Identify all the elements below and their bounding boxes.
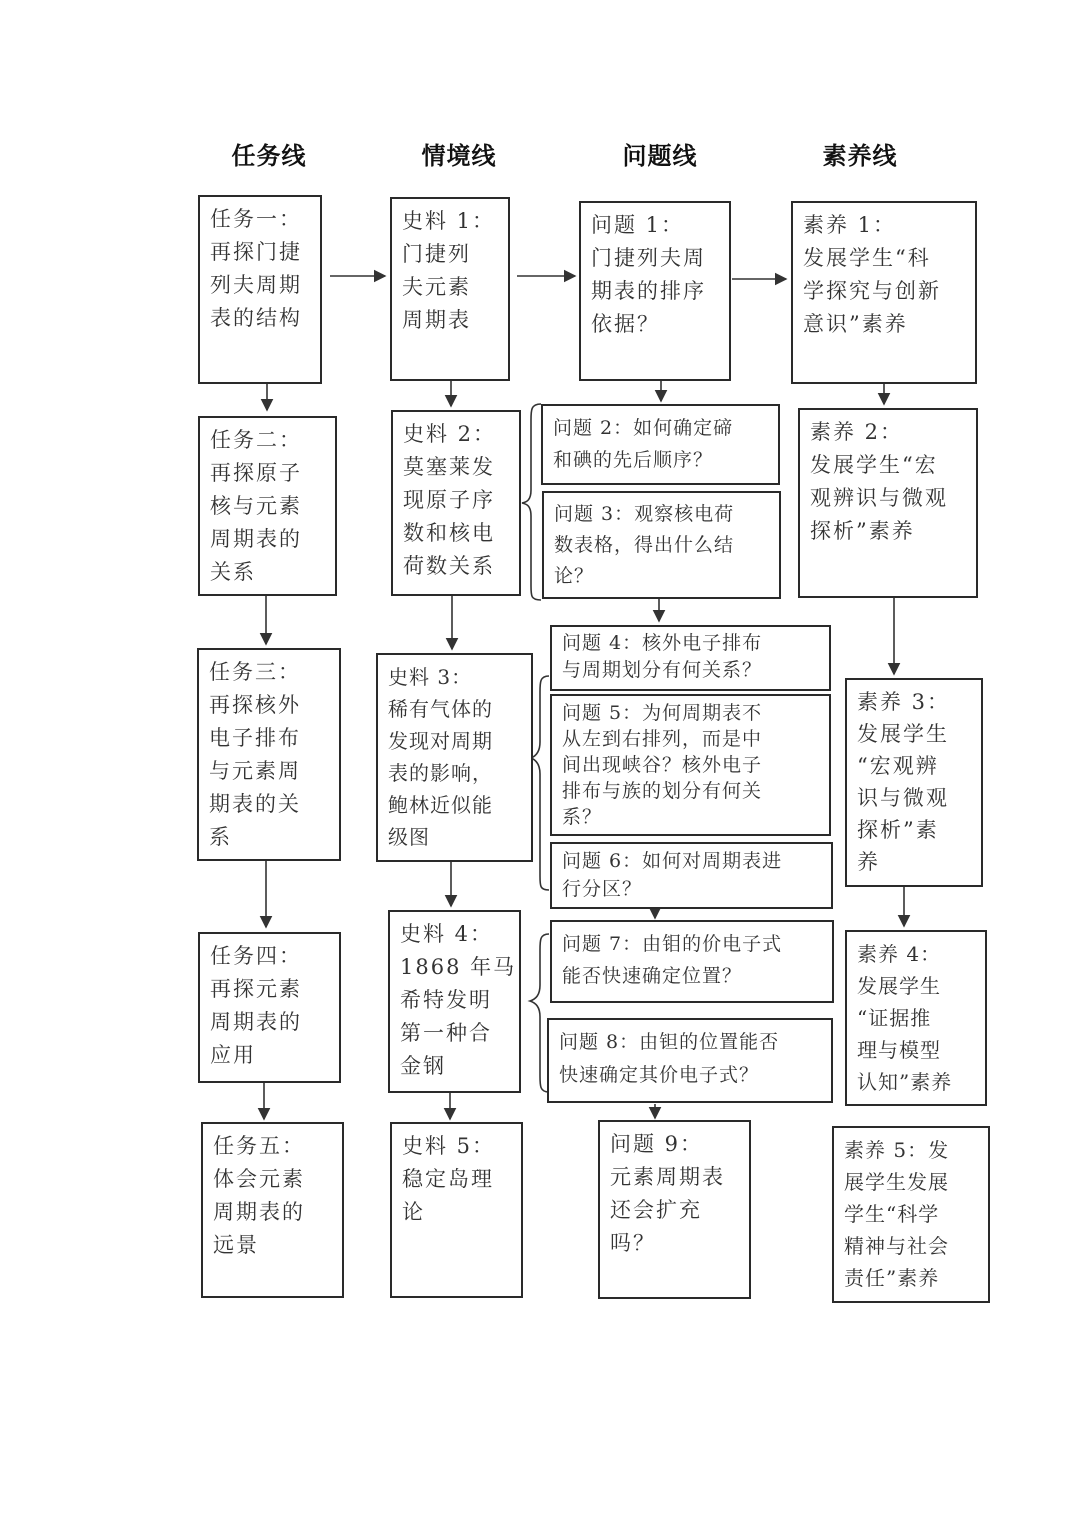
task-line: 任务四： bbox=[210, 944, 302, 968]
context-line: 史料 3： bbox=[388, 665, 473, 689]
task-line: 任务一： bbox=[210, 207, 302, 231]
literacy-line: 理与模型 bbox=[857, 1038, 941, 1062]
question-line: 依据？ bbox=[591, 312, 660, 336]
literacy-line: 养 bbox=[857, 850, 880, 874]
literacy-line: 发展学生 bbox=[857, 974, 941, 998]
literacy-line: 发展学生 bbox=[857, 722, 949, 746]
task-line: 再探元素 bbox=[210, 977, 302, 1001]
question-line: 问题 7：由钼的价电子式 bbox=[562, 933, 783, 955]
task-line: 远景 bbox=[213, 1233, 259, 1257]
literacy-box-2 bbox=[798, 408, 978, 598]
task-line: 周期表的 bbox=[210, 1010, 302, 1034]
context-line: 史料 2： bbox=[403, 422, 497, 446]
question-line: 问题 9： bbox=[610, 1132, 704, 1156]
question-line: 数表格，得出什么结 bbox=[554, 534, 735, 556]
literacy-line: 发展学生“宏 bbox=[810, 453, 938, 477]
bracket-questions-2-3 bbox=[522, 404, 541, 600]
context-box-4 bbox=[388, 910, 521, 1093]
question-line: 问题 6：如何对周期表进 bbox=[562, 850, 783, 872]
task-line: 电子排布 bbox=[209, 726, 301, 750]
context-line: 发现对周期 bbox=[388, 729, 493, 753]
question-line: 行分区？ bbox=[562, 878, 643, 900]
question-box-5 bbox=[550, 694, 831, 836]
question-line: 问题 2：如何确定碲 bbox=[553, 417, 734, 439]
question-line: 问题 5：为何周期表不 bbox=[562, 702, 763, 724]
question-line: 还会扩充 bbox=[610, 1198, 702, 1222]
literacy-box-5 bbox=[832, 1126, 990, 1303]
task-line: 任务三： bbox=[209, 660, 301, 684]
question-line: 问题 8：由钽的位置能否 bbox=[559, 1031, 780, 1053]
question-box-1 bbox=[579, 201, 731, 381]
literacy-line: 发展学生“科 bbox=[803, 246, 931, 270]
task-box-4 bbox=[198, 932, 341, 1083]
question-box-3 bbox=[542, 491, 781, 599]
header-literacy-line: 素养线 bbox=[822, 142, 898, 170]
question-box-9 bbox=[598, 1120, 751, 1299]
context-box-2 bbox=[391, 410, 521, 596]
literacy-line: 素养 5：发 bbox=[844, 1138, 950, 1162]
task-line: 系 bbox=[209, 825, 232, 849]
literacy-line: 观辨识与微观 bbox=[810, 486, 948, 510]
question-box-4 bbox=[550, 625, 831, 691]
task-box-3 bbox=[197, 648, 341, 861]
question-line: 排布与族的划分有何关 bbox=[562, 780, 763, 802]
literacy-line: 素养 4： bbox=[857, 942, 942, 966]
context-box-5 bbox=[390, 1122, 523, 1298]
task-line: 应用 bbox=[210, 1043, 256, 1067]
task-line: 与元素周 bbox=[209, 759, 301, 783]
literacy-line: 学生“科学 bbox=[844, 1202, 940, 1226]
question-line: 问题 4：核外电子排布 bbox=[562, 632, 763, 654]
context-line: 论 bbox=[402, 1200, 425, 1224]
question-line: 从左到右排列，而是中 bbox=[562, 728, 763, 750]
question-line: 元素周期表 bbox=[610, 1165, 725, 1189]
task-box-2 bbox=[198, 416, 337, 596]
literacy-line: 素养 1： bbox=[803, 213, 897, 237]
context-box-1 bbox=[390, 197, 510, 381]
context-line: 表的影响， bbox=[388, 761, 493, 785]
context-line: 夫元素 bbox=[402, 275, 471, 299]
task-line: 任务五： bbox=[213, 1134, 305, 1158]
task-line: 表的结构 bbox=[210, 306, 302, 330]
context-line: 史料 5： bbox=[402, 1134, 496, 1158]
context-line: 第一种合 bbox=[400, 1021, 492, 1045]
literacy-line: 责任”素养 bbox=[844, 1266, 940, 1290]
literacy-line: 学探究与创新 bbox=[803, 279, 941, 303]
context-line: 荷数关系 bbox=[403, 554, 495, 578]
context-line: 现原子序 bbox=[403, 488, 495, 512]
context-line: 门捷列 bbox=[402, 242, 471, 266]
literacy-line: 探析”素养 bbox=[810, 519, 915, 543]
literacy-line: 意识”素养 bbox=[803, 312, 908, 336]
task-line: 周期表的 bbox=[213, 1200, 305, 1224]
literacy-line: 精神与社会 bbox=[844, 1234, 949, 1258]
task-line: 列夫周期 bbox=[210, 273, 302, 297]
question-line: 快速确定其价电子式？ bbox=[559, 1064, 760, 1086]
task-line: 再探门捷 bbox=[210, 240, 302, 264]
task-line: 再探核外 bbox=[209, 693, 301, 717]
literacy-box-3 bbox=[845, 678, 983, 887]
context-line: 史料 1： bbox=[402, 209, 496, 233]
question-line: 与周期划分有何关系？ bbox=[562, 659, 763, 681]
question-line: 系？ bbox=[562, 806, 603, 828]
task-line: 关系 bbox=[210, 560, 256, 584]
header-task-line: 任务线 bbox=[231, 142, 307, 170]
question-line: 问题 1： bbox=[591, 213, 685, 237]
task-box-1 bbox=[198, 195, 322, 384]
task-line: 任务二： bbox=[210, 428, 302, 452]
literacy-line: 展学生发展 bbox=[844, 1170, 949, 1194]
context-line: 数和核电 bbox=[403, 521, 495, 545]
context-line: 稀有气体的 bbox=[388, 697, 493, 721]
context-line: 鲍林近似能 bbox=[388, 793, 493, 817]
task-line: 核与元素 bbox=[210, 494, 302, 518]
literacy-line: “证据推 bbox=[857, 1006, 932, 1030]
question-line: 和碘的先后顺序？ bbox=[553, 449, 714, 471]
context-box-3 bbox=[376, 653, 533, 862]
task-box-5 bbox=[201, 1122, 344, 1298]
task-line: 再探原子 bbox=[210, 461, 302, 485]
literacy-line: 探析”素 bbox=[857, 818, 939, 842]
question-line: 能否快速确定位置？ bbox=[562, 965, 743, 987]
question-box-6 bbox=[550, 842, 833, 909]
literacy-line: 素养 3： bbox=[857, 690, 951, 714]
question-line: 门捷列夫周 bbox=[591, 246, 706, 270]
literacy-line: 识与微观 bbox=[857, 786, 949, 810]
question-line: 问题 3：观察核电荷 bbox=[554, 503, 735, 525]
context-line: 莫塞莱发 bbox=[403, 455, 495, 479]
task-line: 体会元素 bbox=[213, 1167, 305, 1191]
task-line: 期表的关 bbox=[209, 792, 301, 816]
question-box-7 bbox=[550, 920, 834, 1003]
context-line: 1868 年马 bbox=[400, 955, 517, 979]
literacy-line: 素养 2： bbox=[810, 420, 904, 444]
literacy-line: “宏观辨 bbox=[857, 754, 939, 778]
question-box-8 bbox=[547, 1018, 833, 1103]
task-line: 周期表的 bbox=[210, 527, 302, 551]
context-line: 希特发明 bbox=[400, 988, 492, 1012]
question-box-2 bbox=[541, 404, 780, 485]
question-line: 间出现峡谷？核外电子 bbox=[562, 754, 763, 776]
literacy-box-4 bbox=[845, 930, 987, 1106]
question-line: 期表的排序 bbox=[591, 279, 706, 303]
header-question-line: 问题线 bbox=[622, 142, 698, 170]
context-line: 稳定岛理 bbox=[402, 1167, 494, 1191]
question-line: 吗？ bbox=[610, 1231, 656, 1255]
header-context-line: 情境线 bbox=[421, 142, 497, 170]
question-line: 论？ bbox=[554, 565, 595, 587]
literacy-box-1 bbox=[791, 201, 977, 384]
context-line: 级图 bbox=[388, 825, 430, 849]
literacy-line: 认知”素养 bbox=[857, 1070, 953, 1094]
bracket-questions-4-6 bbox=[531, 676, 549, 890]
context-line: 周期表 bbox=[402, 308, 471, 332]
context-line: 金钢 bbox=[400, 1054, 446, 1078]
context-line: 史料 4： bbox=[400, 922, 494, 946]
